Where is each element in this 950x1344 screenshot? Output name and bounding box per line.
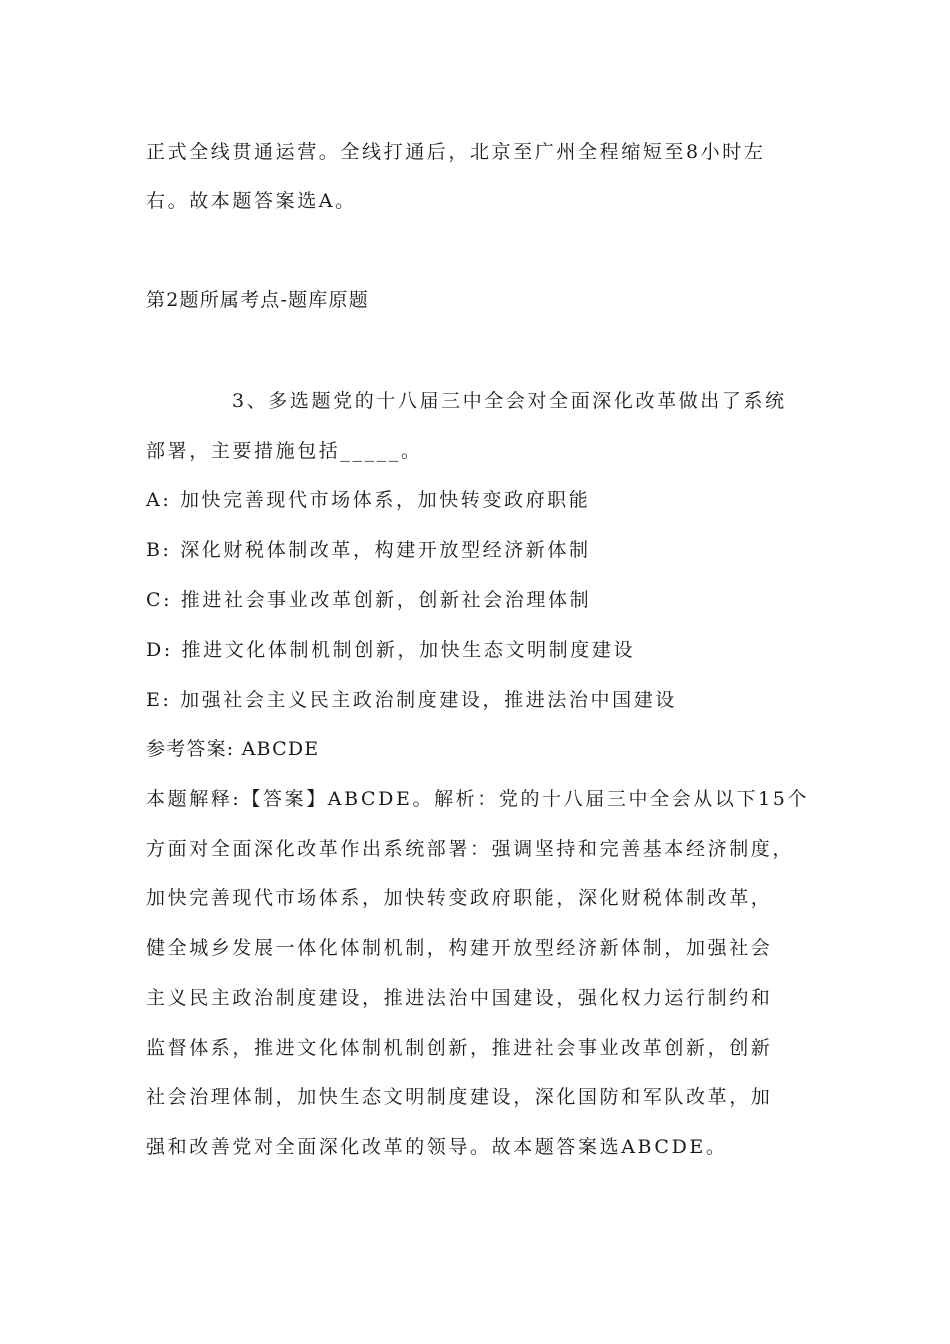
q3-explanation-line-8: 强和改善党对全面深化改革的领导。故本题答案选ABCDE。 <box>146 1136 728 1158</box>
q3-answer: 参考答案: ABCDE <box>146 738 320 760</box>
q3-stem-line-2: 部署，主要措施包括_____。 <box>146 440 423 462</box>
q3-explanation-line-6: 监督体系，推进文化体制机制创新，推进社会事业改革创新，创新 <box>146 1037 773 1059</box>
q3-explanation-line-5: 主义民主政治制度建设，推进法治中国建设，强化权力运行制约和 <box>146 987 773 1009</box>
q3-option-d: D: 推进文化体制机制创新，加快生态文明制度建设 <box>146 639 636 661</box>
q2-knowledge-point: 第2题所属考点-题库原题 <box>146 289 369 311</box>
q3-option-b: B: 深化财税体制改革，构建开放型经济新体制 <box>146 539 591 561</box>
q3-stem-line-1: 3、多选题党的十八届三中全会对全面深化改革做出了系统 <box>232 390 787 412</box>
q3-option-a: A: 加快完善现代市场体系，加快转变政府职能 <box>146 489 591 511</box>
q3-option-c: C: 推进社会事业改革创新，创新社会治理体制 <box>146 589 592 611</box>
prev-explanation-line-2: 右。故本题答案选A。 <box>146 190 357 212</box>
prev-explanation-line-1: 正式全线贯通运营。全线打通后，北京至广州全程缩短至8小时左 <box>146 141 766 163</box>
q3-explanation-line-3: 加快完善现代市场体系，加快转变政府职能，深化财税体制改革， <box>146 887 773 909</box>
q3-option-e: E: 加强社会主义民主政治制度建设，推进法治中国建设 <box>146 689 677 711</box>
q3-explanation-line-1: 本题解释:【答案】ABCDE。解析：党的十八届三中全会从以下15个 <box>146 788 810 810</box>
q3-explanation-line-7: 社会治理体制，加快生态文明制度建设，深化国防和军队改革，加 <box>146 1086 773 1108</box>
q3-explanation-line-4: 健全城乡发展一体化体制机制，构建开放型经济新体制，加强社会 <box>146 937 773 959</box>
q3-explanation-line-2: 方面对全面深化改革作出系统部署：强调坚持和完善基本经济制度， <box>146 838 795 860</box>
